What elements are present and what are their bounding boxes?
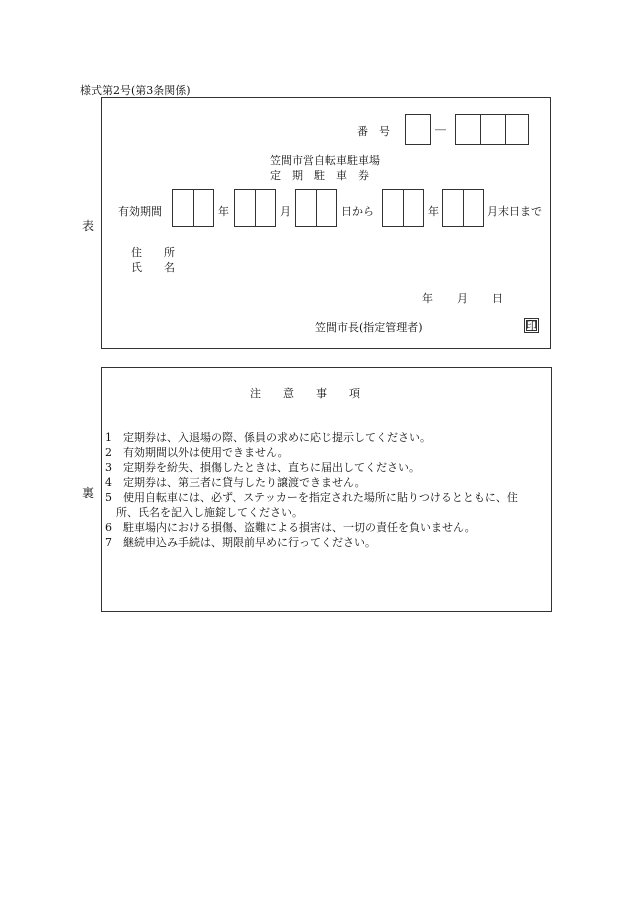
seal-text: 印: [526, 319, 537, 332]
validity-label: 有効期間: [118, 205, 162, 218]
issuer-label: 笠間市長(指定管理者): [315, 321, 423, 334]
number-dash: ―: [435, 123, 446, 136]
back-panel: [101, 367, 552, 612]
end-month-box[interactable]: [442, 189, 484, 227]
facility-name: 笠間市営自転車駐車場: [270, 154, 380, 167]
notice-item-5: 5 使用自転車には、必ず、ステッカーを指定された場所に貼りつけるとともに、住: [105, 491, 518, 504]
start-year-box[interactable]: [172, 189, 214, 227]
notice-item-2: 2 有効期間以外は使用できません。: [105, 446, 289, 459]
name-label: 氏 名: [131, 261, 175, 274]
number-prefix-box[interactable]: [405, 114, 431, 145]
notice-item-3: 3 定期券を紛失、損傷したときは、直ちに届出してください。: [105, 461, 420, 474]
seal-stamp: [524, 318, 539, 333]
end-year-box[interactable]: [382, 189, 424, 227]
form-title: 様式第2号(第3条関係): [80, 84, 191, 97]
notice-item-5-continued: 所、氏名を記入し施錠してください。: [105, 506, 303, 519]
end-year-label: 年: [428, 205, 439, 218]
start-day-box[interactable]: [295, 189, 337, 227]
front-panel: [101, 97, 551, 349]
notice-item-4: 4 定期券は、第三者に貸与したり譲渡できません。: [105, 476, 366, 489]
notice-item-7: 7 継続申込み手続は、期限前早めに行ってください。: [105, 536, 376, 549]
notice-heading: 注 意 事 項: [250, 387, 360, 400]
issue-date-month-label: 月: [457, 292, 468, 305]
ticket-name: 定 期 駐 車 券: [270, 169, 369, 182]
notice-item-6: 6 駐車場内における損傷、盗難による損害は、一切の責任を負いません。: [105, 521, 476, 534]
issue-date-day-label: 日: [492, 292, 503, 305]
front-side-label: 表: [82, 219, 95, 233]
start-month-label: 月: [280, 205, 291, 218]
number-digits-box[interactable]: [455, 114, 529, 145]
start-day-from-label: 日から: [341, 205, 374, 218]
issue-date-year-label: 年: [422, 292, 433, 305]
address-label: 住 所: [131, 246, 175, 259]
back-side-label: 裏: [82, 486, 95, 500]
start-month-box[interactable]: [234, 189, 276, 227]
end-month-label: 月末日まで: [487, 205, 542, 218]
notice-item-1: 1 定期券は、入退場の際、係員の求めに応じ提示してください。: [105, 431, 431, 444]
number-label: 番 号: [357, 125, 390, 138]
start-year-label: 年: [218, 205, 229, 218]
